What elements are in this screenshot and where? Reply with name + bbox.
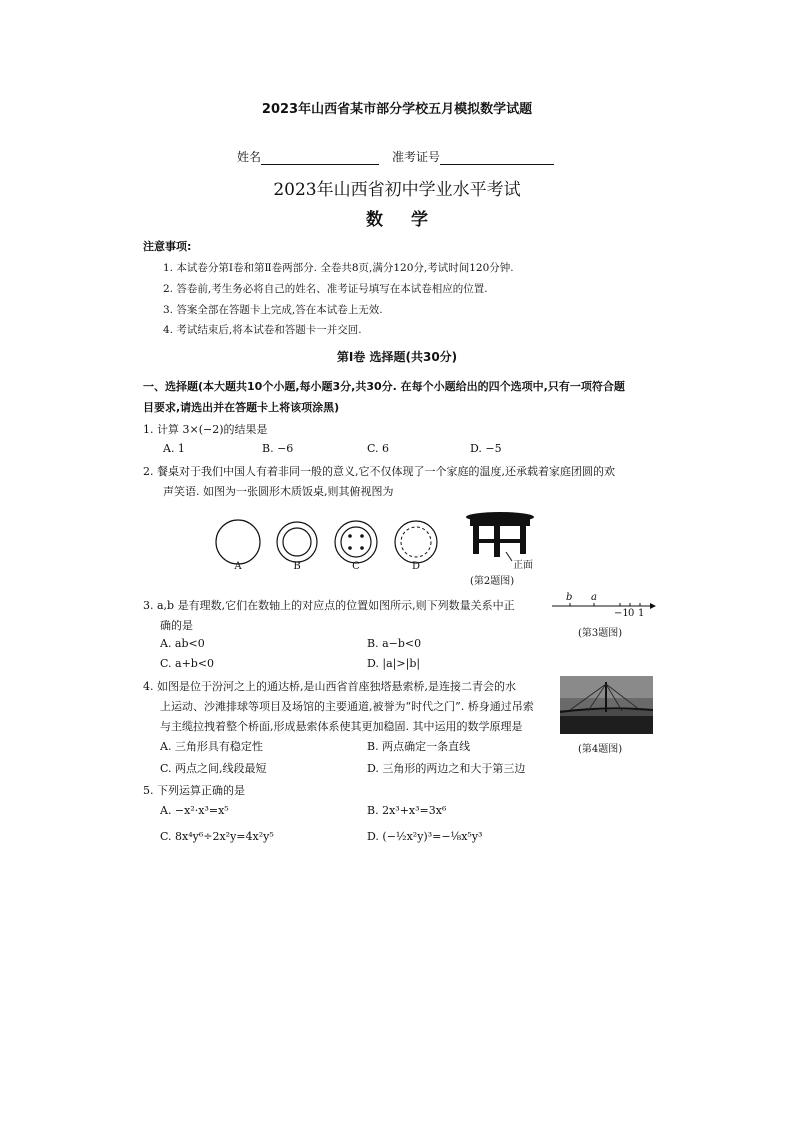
fig-label-b: B [293, 561, 301, 572]
name-field [237, 148, 379, 165]
table-illustration [466, 512, 534, 561]
ticket-blank [440, 152, 554, 165]
option-b-figure [277, 522, 317, 562]
q5-option-a: A. −x²·x³=x⁵ [160, 804, 229, 817]
q4-option-a: A. 三角形具有稳定性 [160, 740, 263, 753]
question-4-stem: 上运动、沙滩排球等项目及场馆的主要通道,被誉为“时代之门”. 桥身通过吊索 [160, 700, 534, 713]
q5-option-d: D. (−½x²y)³=−⅛x⁵y³ [367, 830, 483, 843]
fig-label-d: D [411, 561, 421, 572]
note-item: 3. 答案全部在答题卡上完成,答在本试卷上无效. [163, 304, 383, 316]
option-a-figure [216, 520, 260, 564]
q3-option-c: C. a+b<0 [160, 657, 215, 670]
option-c-figure [335, 521, 377, 563]
question-3-stem: 确的是 [160, 619, 193, 632]
option-d-figure [395, 521, 437, 563]
q4-option-d: D. 三角形的两边之和大于第三边 [367, 762, 526, 775]
section-instruction: 目要求,请选出并在答题卡上将该项涂黑) [143, 401, 340, 414]
axis-label-b: b [566, 592, 573, 603]
q1-option-d: D. −5 [470, 442, 502, 455]
ticket-label: 准考证号 [392, 150, 441, 164]
axis-label-a: a [591, 592, 597, 603]
q4-caption: (第4题图) [578, 744, 623, 755]
fig-label-c: C [352, 561, 360, 572]
q4-option-c: C. 两点之间,线段最短 [160, 762, 267, 775]
exam-title: 2023年山西省初中学业水平考试 [273, 180, 521, 200]
notes-heading: 注意事项: [143, 240, 192, 253]
axis-label-0: 0 [628, 608, 635, 619]
question-2-stem: 声笑语. 如图为一张圆形木质饭桌,则其俯视图为 [163, 485, 394, 498]
q4-option-b: B. 两点确定一条直线 [367, 740, 471, 753]
document-title: 2023年山西省某市部分学校五月模拟数学试题 [261, 102, 533, 117]
ticket-field [392, 148, 554, 165]
bridge-photo [560, 676, 653, 734]
fig-label-a: A [234, 561, 242, 572]
front-label: 正面 [513, 560, 533, 571]
note-item: 2. 答卷前,考生务必将自己的姓名、准考证号填写在本试卷相应的位置. [163, 283, 488, 295]
q1-option-b: B. −6 [262, 442, 294, 455]
q3-option-d: D. |a|>|b| [367, 657, 421, 670]
note-item: 1. 本试卷分第Ⅰ卷和第Ⅱ卷两部分. 全卷共8页,满分120分,考试时间120分钟. [163, 262, 514, 274]
q3-option-b: B. a−b<0 [367, 637, 422, 650]
part-title: 第Ⅰ卷 选择题(共30分) [336, 350, 458, 364]
q2-caption: (第2题图) [470, 576, 515, 587]
q5-option-c: C. 8x⁴y⁶÷2x²y=4x²y⁵ [160, 830, 274, 843]
subject-title: 数学 [366, 210, 456, 230]
note-item: 4. 考试结束后,将本试卷和答题卡一并交回. [163, 324, 362, 336]
name-blank [261, 152, 379, 165]
question-4-stem: 与主缆拉拽着整个桥面,形成悬索体系使其更加稳固. 其中运用的数学原理是 [160, 720, 523, 733]
question-2-stem: 2. 餐桌对于我们中国人有着非同一般的意义,它不仅体现了一个家庭的温度,还承载着家庭团圆的欢 [143, 465, 615, 478]
question-3-stem: 3. a,b 是有理数,它们在数轴上的对应点的位置如图所示,则下列数量关系中正 [143, 599, 515, 612]
q1-option-a: A. 1 [163, 442, 185, 455]
section-instruction: 一、选择题(本大题共10个小题,每小题3分,共30分. 在每个小题给出的四个选项中,只有一项符合题 [143, 380, 625, 393]
name-label: 姓名 [237, 150, 262, 164]
q3-option-a: A. ab<0 [160, 637, 205, 650]
question-5-stem: 5. 下列运算正确的是 [143, 784, 245, 797]
question-1-stem: 1. 计算 3×(−2)的结果是 [143, 423, 268, 436]
q3-caption: (第3题图) [578, 628, 623, 639]
q5-option-b: B. 2x³+x³=3x⁶ [367, 804, 447, 817]
question-4-stem: 4. 如图是位于汾河之上的通达桥,是山西省首座独塔悬索桥,是连接二青会的水 [143, 680, 516, 693]
q1-option-c: C. 6 [367, 442, 390, 455]
axis-label-1: 1 [638, 608, 645, 619]
axis-label-neg1: −1 [614, 608, 629, 619]
